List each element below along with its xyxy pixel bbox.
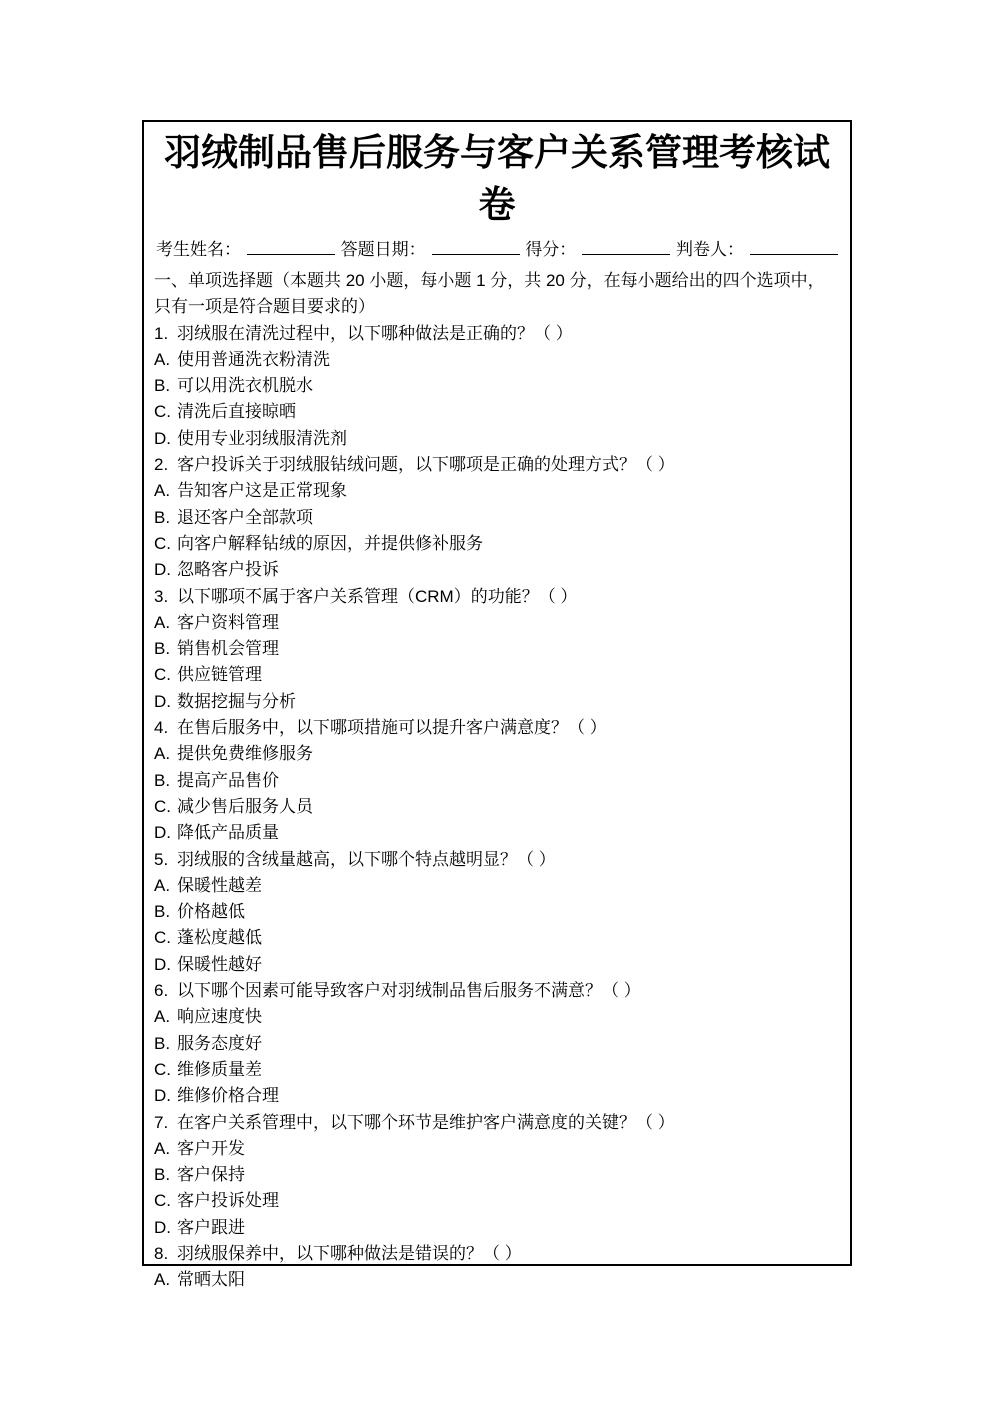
option-line [154,373,840,399]
option-line [154,1136,840,1162]
option-label: C. [154,533,171,553]
question-number: 2. [154,455,169,475]
option-text: 退还客户全部款项 [177,507,313,527]
option-text: 销售机会管理 [177,639,279,659]
option-label: A. [154,875,171,895]
option-text: 使用普通洗衣粉清洗 [177,349,330,369]
grader-blank [750,240,838,255]
question-text: 羽绒服保养中，以下哪种做法是错误的？（ ） [177,1243,522,1263]
option-label: D. [154,954,171,974]
option-label: A. [154,349,171,369]
option-label: A. [154,1270,171,1290]
option-line [154,873,840,899]
option-line [154,925,840,951]
option-label: D. [154,691,171,711]
question-text: 羽绒服的含绒量越高，以下哪个特点越明显？（ ） [177,849,556,869]
question-text: 在售后服务中，以下哪项措施可以提升客户满意度？（ ） [177,718,607,738]
option-line [154,610,840,636]
option-line [154,741,840,767]
option-label: B. [154,639,171,659]
answer-date-blank [432,240,520,255]
option-line [154,531,840,557]
option-label: D. [154,1086,171,1106]
exam-paper-sheet [142,120,852,1290]
option-line [154,768,840,794]
option-line [154,1031,840,1057]
option-line [154,1267,840,1293]
option-label: A. [154,1138,171,1158]
page-title: 羽绒制品售后服务与客户关系管理考核试卷 [164,133,830,226]
option-text: 客户保持 [177,1165,245,1185]
option-line [154,399,840,425]
option-label: C. [154,796,171,816]
option-text: 响应速度快 [177,1007,262,1027]
question-line [154,1241,840,1267]
questions-list [154,321,840,1294]
candidate-info-row [156,238,838,262]
option-text: 告知客户这是正常现象 [177,481,347,501]
option-label: D. [154,823,171,843]
option-label: A. [154,744,171,764]
option-label: D. [154,428,171,448]
section-heading: 一、单项选择题（本题共 20 小题，每小题 1 分，共 20 分，在每小题给出的四个选项中，只有一项是符合题目要求的） [154,271,825,317]
option-text: 提供免费维修服务 [177,744,313,764]
grader-field [676,238,838,262]
option-text: 向客户解释钻绒的原因，并提供修补服务 [177,533,483,553]
option-label: B. [154,902,171,922]
option-label: B. [154,376,171,396]
option-line [154,820,840,846]
examinee-name-label: 考生姓名： [156,240,241,259]
question-line [154,584,840,610]
option-line [154,347,840,373]
option-line [154,636,840,662]
option-text: 供应链管理 [177,665,262,685]
option-label: B. [154,507,171,527]
question-line [154,321,840,347]
option-text: 价格越低 [177,902,245,922]
option-text: 降低产品质量 [177,823,279,843]
question-number: 5. [154,849,169,869]
question-text: 以下哪项不属于客户关系管理（CRM）的功能？（ ） [177,586,578,606]
option-line [154,478,840,504]
question-text: 羽绒服在清洗过程中，以下哪种做法是正确的？（ ） [177,323,573,343]
question-line [154,1110,840,1136]
option-text: 忽略客户投诉 [177,560,279,580]
question-number: 7. [154,1112,169,1132]
question-line [154,978,840,1004]
option-label: C. [154,665,171,685]
option-text: 常晒太阳 [177,1270,245,1290]
option-line [154,899,840,925]
option-text: 蓬松度越低 [177,928,262,948]
option-label: D. [154,1217,171,1237]
question-text: 以下哪个因素可能导致客户对羽绒制品售后服务不满意？（ ） [177,981,641,1001]
question-text: 客户投诉关于羽绒服钻绒问题，以下哪项是正确的处理方式？（ ） [177,455,675,475]
option-text: 客户开发 [177,1138,245,1158]
question-text: 在客户关系管理中，以下哪个环节是维护客户满意度的关键？（ ） [177,1112,675,1132]
option-label: A. [154,1007,171,1027]
question-number: 1. [154,323,169,343]
option-line [154,1004,840,1030]
score-label: 得分： [525,240,577,259]
option-text: 可以用洗衣机脱水 [177,376,313,396]
option-text: 客户跟进 [177,1217,245,1237]
option-line [154,1162,840,1188]
option-line [154,557,840,583]
option-label: D. [154,560,171,580]
question-line [154,452,840,478]
option-label: B. [154,1033,171,1053]
examinee-name-blank [247,240,335,255]
option-label: B. [154,770,171,790]
option-text: 减少售后服务人员 [177,796,313,816]
option-line [154,1215,840,1241]
option-line [154,1083,840,1109]
question-number: 6. [154,981,169,1001]
option-label: A. [154,481,171,501]
question-number: 4. [154,718,169,738]
option-text: 保暖性越差 [177,875,262,895]
question-line [154,715,840,741]
option-text: 维修质量差 [177,1059,262,1079]
option-text: 使用专业羽绒服清洗剂 [177,428,347,448]
option-label: B. [154,1165,171,1185]
option-label: C. [154,1191,171,1211]
option-line [154,689,840,715]
option-text: 客户投诉处理 [177,1191,279,1211]
question-number: 8. [154,1243,169,1263]
score-field [525,238,670,262]
option-line [154,662,840,688]
option-line [154,505,840,531]
question-number: 3. [154,586,169,606]
option-text: 客户资料管理 [177,612,279,632]
option-line [154,426,840,452]
answer-date-field [341,238,520,262]
option-line [154,794,840,820]
option-text: 维修价格合理 [177,1086,279,1106]
option-text: 清洗后直接晾晒 [177,402,296,422]
option-line [154,1057,840,1083]
option-line [154,1188,840,1214]
score-blank [582,240,670,255]
answer-date-label: 答题日期： [340,240,426,259]
option-line [154,952,840,978]
option-label: C. [154,402,171,422]
option-text: 数据挖掘与分析 [177,691,296,711]
option-text: 提高产品售价 [177,770,279,790]
option-text: 服务态度好 [177,1033,262,1053]
option-label: C. [154,928,171,948]
option-label: C. [154,1059,171,1079]
option-label: A. [154,612,171,632]
question-line [154,847,840,873]
option-text: 保暖性越好 [177,954,262,974]
grader-label: 判卷人： [675,240,744,259]
examinee-name-field [156,238,335,262]
